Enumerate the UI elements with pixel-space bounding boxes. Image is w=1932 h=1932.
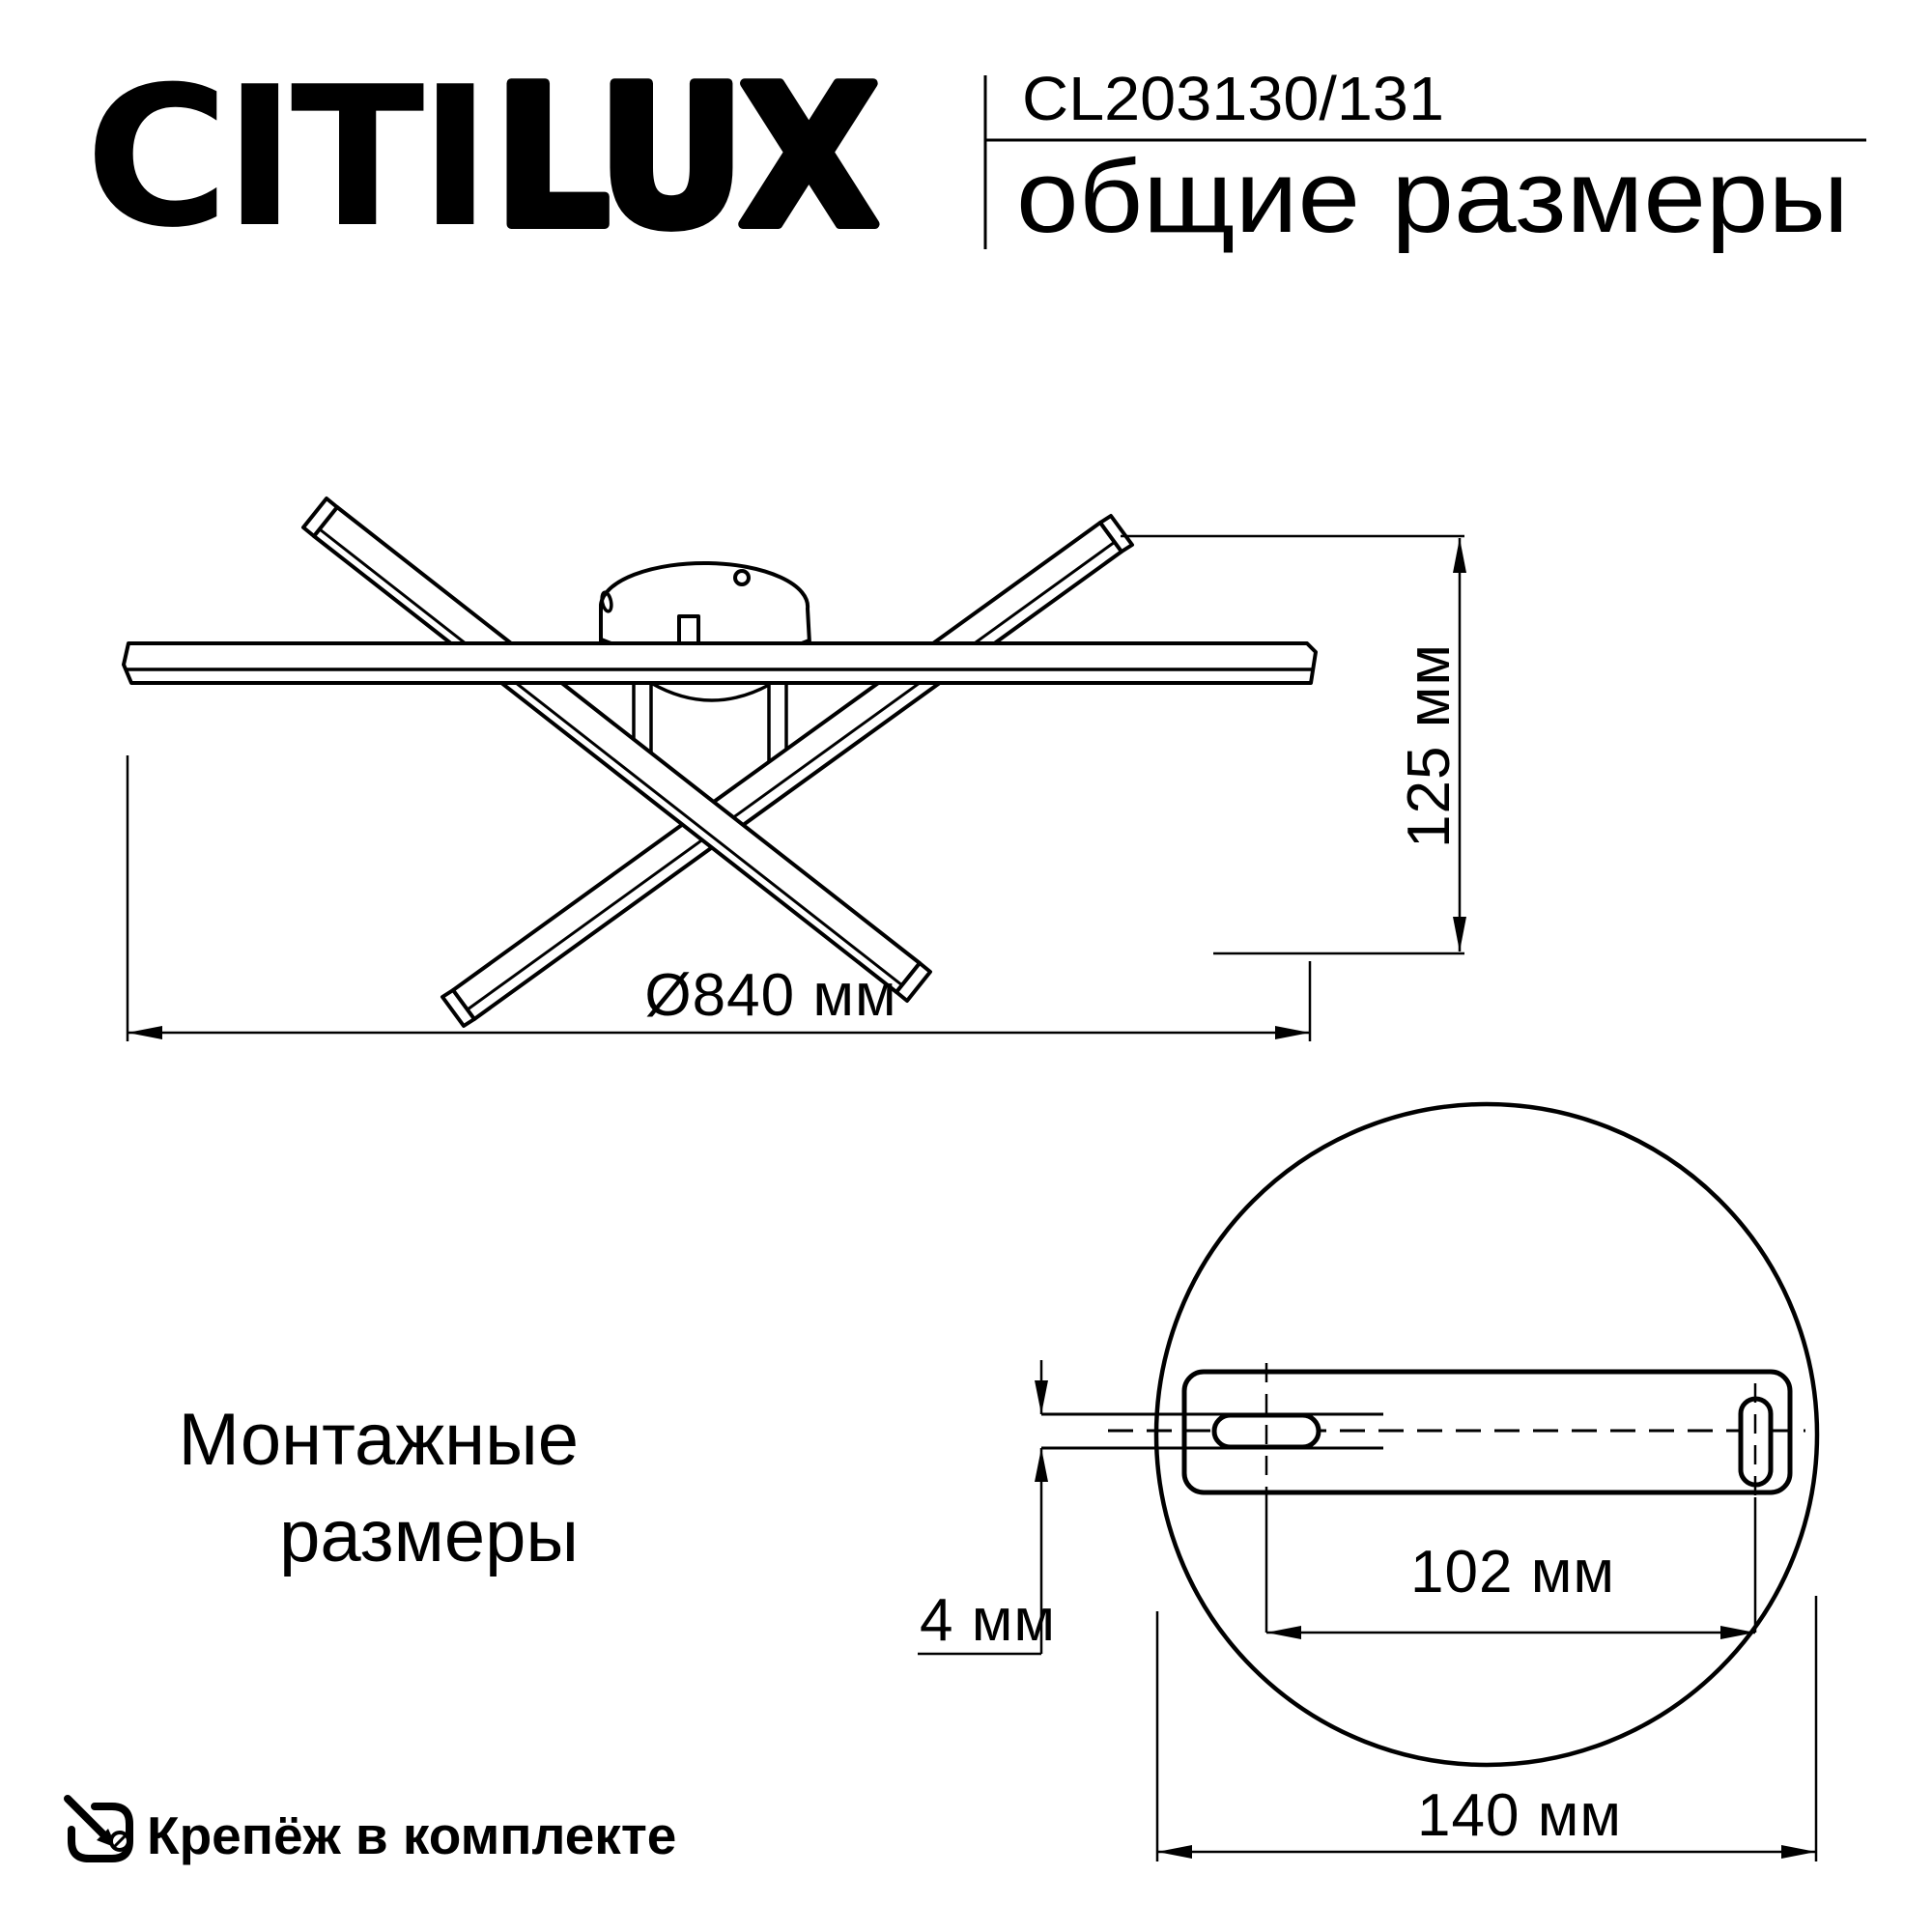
arrow-up-icon [1035, 1448, 1048, 1482]
sheet-subtitle: общие размеры [1016, 138, 1849, 254]
footer-note [68, 1799, 676, 1865]
height-label: 125 мм [1396, 643, 1463, 848]
brand-logo-outline: LUX [495, 45, 876, 270]
slot-right [1741, 1399, 1771, 1485]
arrow-left-icon [1266, 1626, 1301, 1639]
dimension-height [1121, 536, 1466, 953]
offset-label: 4 мм [920, 1587, 1056, 1654]
dimension-plate-length [1157, 1596, 1816, 1861]
arrow-left-icon [1157, 1845, 1192, 1859]
arrow-left-icon [128, 1026, 162, 1039]
mounting-title-line2: размеры [279, 1495, 579, 1577]
arrow-down-icon [1035, 1380, 1048, 1414]
lamp-overall-drawing [124, 498, 1466, 1041]
diameter-label: Ø840 мм [644, 962, 897, 1029]
header [85, 45, 1866, 270]
canopy-dome [601, 563, 810, 643]
mounting-title-line1: Монтажные [178, 1399, 579, 1481]
dimension-bar-offset [918, 1360, 1056, 1654]
brand-logo-solid: CITI [85, 45, 486, 270]
lamp-horizontal-bar [124, 643, 1316, 683]
model-number: CL203130/131 [1022, 64, 1444, 133]
plate-length-label: 140 мм [1417, 1782, 1622, 1849]
mounting-detail-drawing [918, 1104, 1817, 1861]
arrow-down-icon [1453, 917, 1466, 952]
arrow-right-icon [1781, 1845, 1816, 1859]
dimension-slot-spacing [1266, 1539, 1755, 1639]
slot-spacing-label: 102 мм [1410, 1539, 1615, 1605]
arrow-right-icon [1275, 1026, 1310, 1039]
mounting-title [179, 1399, 579, 1577]
arrow-up-icon [1453, 538, 1466, 573]
fasteners-icon [68, 1799, 129, 1859]
canopy-lower-arc [651, 683, 769, 700]
fasteners-note-label: Крепёж в комплекте [147, 1805, 677, 1865]
